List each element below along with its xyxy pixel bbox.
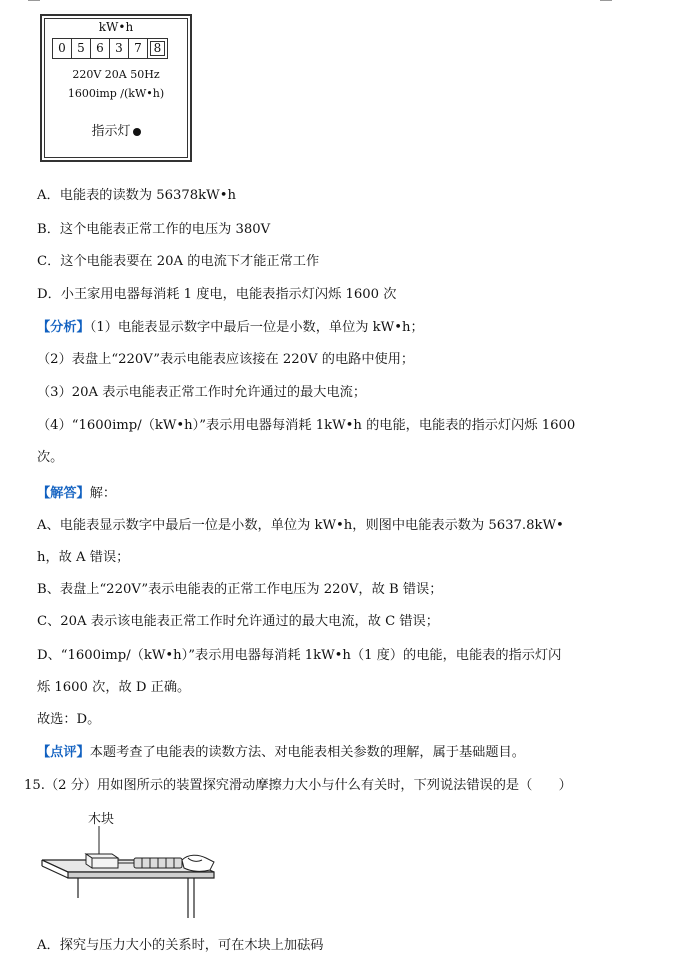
answer-tag: 【解答】: [37, 486, 90, 501]
option-a: A．电能表的读数为 56378kW•h: [37, 188, 236, 203]
answer-a-line-2: h，故 A 错误；: [37, 550, 130, 565]
meter-unit: kW•h: [98, 20, 134, 34]
block-label: 木块: [88, 812, 115, 827]
answer-b: B、表盘上“220V”表示电能表的正常工作电压为 220V，故 B 错误；: [37, 582, 443, 597]
meter-digit: 3: [110, 39, 129, 58]
comment-tag: 【点评】: [37, 745, 90, 760]
option-d: D．小王家用电器每消耗 1 度电，电能表指示灯闪烁 1600 次: [37, 287, 397, 302]
answer-c: C、20A 表示该电能表正常工作时允许通过的最大电流，故 C 错误；: [37, 614, 439, 629]
meter-digit: 6: [91, 39, 110, 58]
meter-indicator-label: 指示灯: [91, 124, 131, 139]
analysis-tag: 【分析】: [37, 320, 90, 335]
analysis-line-5: 次。: [37, 450, 64, 465]
answer-head-text: 解：: [89, 486, 117, 501]
indicator-dot-icon: [133, 128, 141, 136]
answer-head: [37, 482, 116, 501]
page-corner-mark: [28, 0, 40, 5]
question-15-stem: 15.（2 分）用如图所示的装置探究滑动摩擦力大小与什么有关时，下列说法错误的是（ ）: [24, 778, 572, 793]
answer-d-line-1: D、“1600imp/（kW•h）”表示用电器每消耗 1kW•h（1 度）的电能，电能表的指示灯闪: [37, 648, 562, 663]
wooden-block: [86, 854, 118, 868]
meter-digit-decimal: 8: [148, 39, 167, 58]
comment-text: 本题考查了电能表的读数方法、对电能表相关参数的理解，属于基础题目。: [89, 745, 525, 760]
answer-a-line-1: A、电能表显示数字中最后一位是小数，单位为 kW•h，则图中电能表示数为 5637.8kW•: [37, 518, 564, 533]
meter-imp: 1600imp /(kW•h): [67, 87, 165, 100]
meter-digit: 5: [72, 39, 91, 58]
analysis-line-3: （3）20A 表示电能表正常工作时允许通过的最大电流；: [37, 385, 367, 400]
question-15-option-a: A．探究与压力大小的关系时，可在木块上加砝码: [37, 938, 324, 953]
energy-meter-figure: [40, 14, 192, 162]
option-b: B．这个电能表正常工作的电压为 380V: [37, 222, 271, 237]
analysis-text: （1）电能表显示数字中最后一位是小数，单位为 kW•h；: [89, 320, 424, 335]
analysis-line-1: [37, 316, 424, 335]
meter-spec: 220V 20A 50Hz: [72, 68, 160, 81]
comment-line: [37, 741, 525, 760]
answer-d-line-2: 烁 1600 次，故 D 正确。: [37, 680, 191, 695]
meter-digit: 0: [53, 39, 72, 58]
meter-digit: 7: [129, 39, 148, 58]
meter-digits: [52, 38, 168, 59]
answer-select: 故选：D。: [37, 712, 101, 727]
analysis-line-4: （4）“1600imp/（kW•h）”表示用电器每消耗 1kW•h 的电能，电能表的指示灯闪烁 1600: [37, 418, 576, 433]
meter-indicator: [42, 120, 190, 139]
analysis-line-2: （2）表盘上“220V”表示电能表应该接在 220V 的电路中使用；: [37, 352, 415, 367]
option-c: C．这个电能表要在 20A 的电流下才能正常工作: [37, 254, 320, 269]
hand: [182, 855, 214, 871]
page-corner-mark: [600, 0, 612, 5]
friction-apparatus-figure: [38, 820, 218, 920]
